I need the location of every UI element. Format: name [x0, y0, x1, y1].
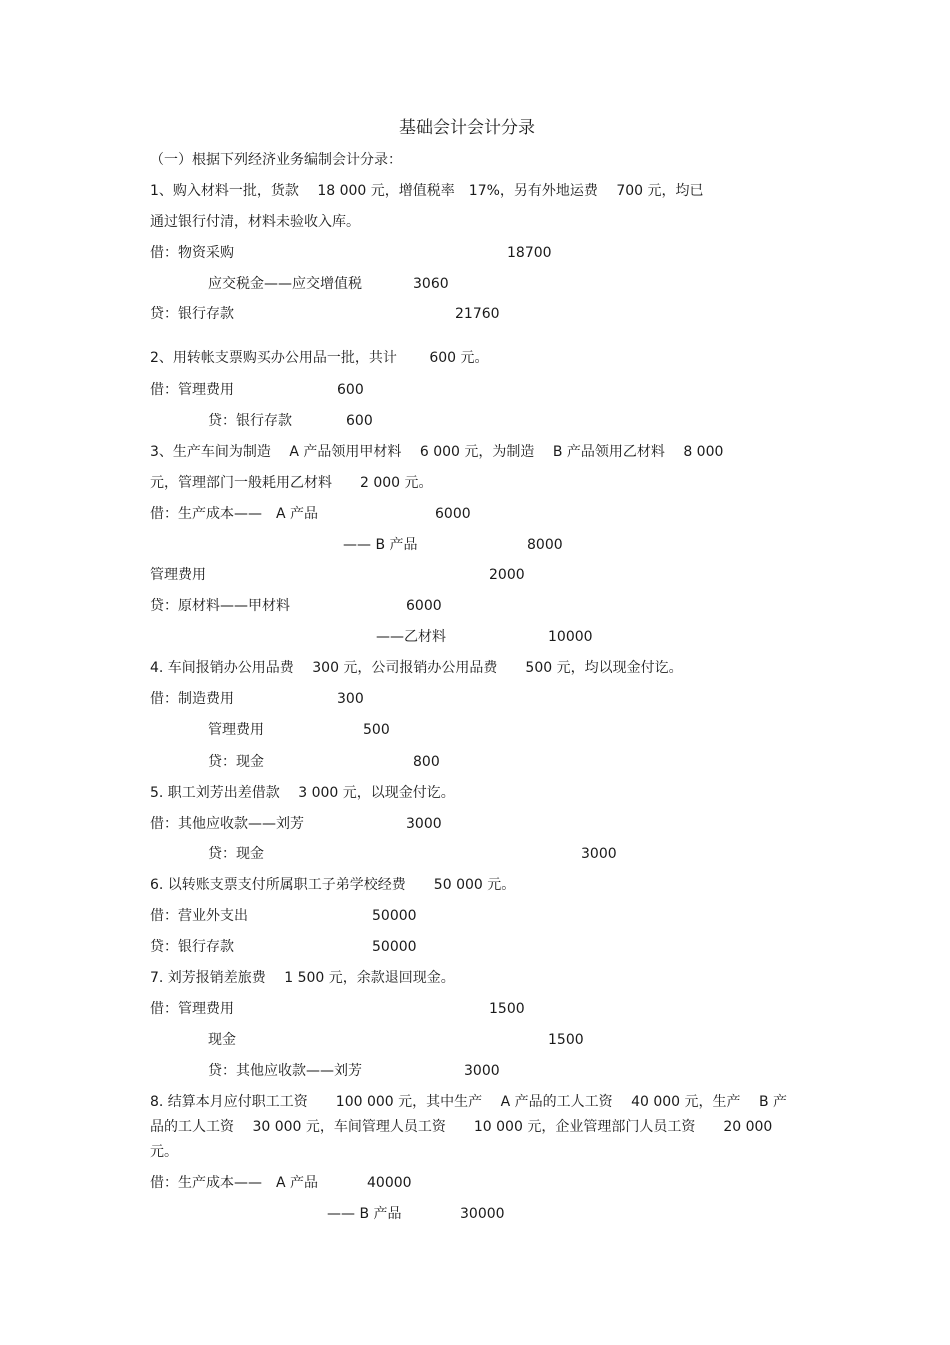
q2-credit-amount: 600 [346, 413, 373, 429]
q3-credit1-label: 贷：原材料——甲材料 [150, 598, 290, 614]
q2-debit-amount: 600 [337, 382, 364, 398]
page-title: 基础会计会计分录 [399, 118, 535, 138]
q8-debit2-amount: 30000 [460, 1206, 505, 1222]
q4-debit2-label: 管理费用 [208, 722, 264, 738]
q5-credit-label: 贷：现金 [208, 846, 264, 862]
q3-text-line1: 3、生产车间为制造 A 产品领用甲材料 6 000 元，为制造 B 产品领用乙材料 8 000 [150, 444, 724, 460]
q4-debit1-amount: 300 [337, 691, 364, 707]
q4-text-line1: 4. 车间报销办公用品费 300 元，公司报销办公用品费 500 元，均以现金付讫。 [150, 660, 683, 676]
q2-debit-label: 借：管理费用 [150, 382, 234, 398]
q7-debit2-amount: 1500 [548, 1032, 584, 1048]
q3-text-line2: 元，管理部门一般耗用乙材料 2 000 元。 [150, 475, 433, 491]
q8-text-line2: 品的工人工资 30 000 元，车间管理人员工资 10 000 元，企业管理部门人员工资 20 000 [150, 1119, 773, 1135]
q5-debit-label: 借：其他应收款——刘芳 [150, 816, 304, 832]
q1-debit2-label: 应交税金——应交增值税 [208, 276, 362, 292]
q6-debit-amount: 50000 [372, 908, 417, 924]
q6-debit-label: 借：营业外支出 [150, 908, 248, 924]
q3-credit2-amount: 10000 [548, 629, 593, 645]
q4-debit1-label: 借：制造费用 [150, 691, 234, 707]
q7-text-line1: 7. 刘芳报销差旅费 1 500 元，余款退回现金。 [150, 970, 455, 986]
q1-debit1-label: 借：物资采购 [150, 245, 234, 261]
q5-text-line1: 5. 职工刘芳出差借款 3 000 元，以现金付讫。 [150, 785, 455, 801]
q1-text-line1: 1、购入材料一批，货款 18 000 元，增值税率 17%，另有外地运费 700 元，均已 [150, 183, 704, 199]
q3-credit2-label: ——乙材料 [376, 629, 446, 645]
q3-debit3-amount: 2000 [489, 567, 525, 583]
q1-credit-amount: 21760 [455, 306, 500, 322]
q6-text-line1: 6. 以转账支票支付所属职工子弟学校经费 50 000 元。 [150, 877, 516, 893]
q4-credit-label: 贷：现金 [208, 754, 264, 770]
section-heading: （一）根据下列经济业务编制会计分录： [150, 152, 402, 168]
q3-debit1-label: 借：生产成本—— A 产品 [150, 506, 319, 522]
q1-text-line2: 通过银行付清，材料未验收入库。 [150, 214, 360, 230]
q7-credit-label: 贷：其他应收款——刘芳 [208, 1063, 362, 1079]
q3-credit1-amount: 6000 [406, 598, 442, 614]
q6-credit-label: 贷：银行存款 [150, 939, 234, 955]
q4-debit2-amount: 500 [363, 722, 390, 738]
q8-text-line1: 8. 结算本月应付职工工资 100 000 元，其中生产 A 产品的工人工资 40 000 元，生产 B 产 [150, 1094, 788, 1110]
q8-debit1-label: 借：生产成本—— A 产品 [150, 1175, 319, 1191]
q3-debit2-amount: 8000 [527, 537, 563, 553]
q1-debit2-amount: 3060 [413, 276, 449, 292]
q1-debit1-amount: 18700 [507, 245, 552, 261]
q8-text-line3: 元。 [150, 1144, 178, 1160]
q5-debit-amount: 3000 [406, 816, 442, 832]
q7-debit1-label: 借：管理费用 [150, 1001, 234, 1017]
q3-debit1-amount: 6000 [435, 506, 471, 522]
q7-debit2-label: 现金 [208, 1032, 236, 1048]
q7-credit-amount: 3000 [464, 1063, 500, 1079]
q3-debit2-label: —— B 产品 [343, 537, 418, 553]
q3-debit3-label: 管理费用 [150, 567, 206, 583]
q1-credit-label: 贷：银行存款 [150, 306, 234, 322]
q7-debit1-amount: 1500 [489, 1001, 525, 1017]
q6-credit-amount: 50000 [372, 939, 417, 955]
q8-debit2-label: —— B 产品 [327, 1206, 402, 1222]
q5-credit-amount: 3000 [581, 846, 617, 862]
q4-credit-amount: 800 [413, 754, 440, 770]
q8-debit1-amount: 40000 [367, 1175, 412, 1191]
q2-text-line1: 2、用转帐支票购买办公用品一批，共计 600 元。 [150, 350, 489, 366]
q2-credit-label: 贷：银行存款 [208, 413, 292, 429]
